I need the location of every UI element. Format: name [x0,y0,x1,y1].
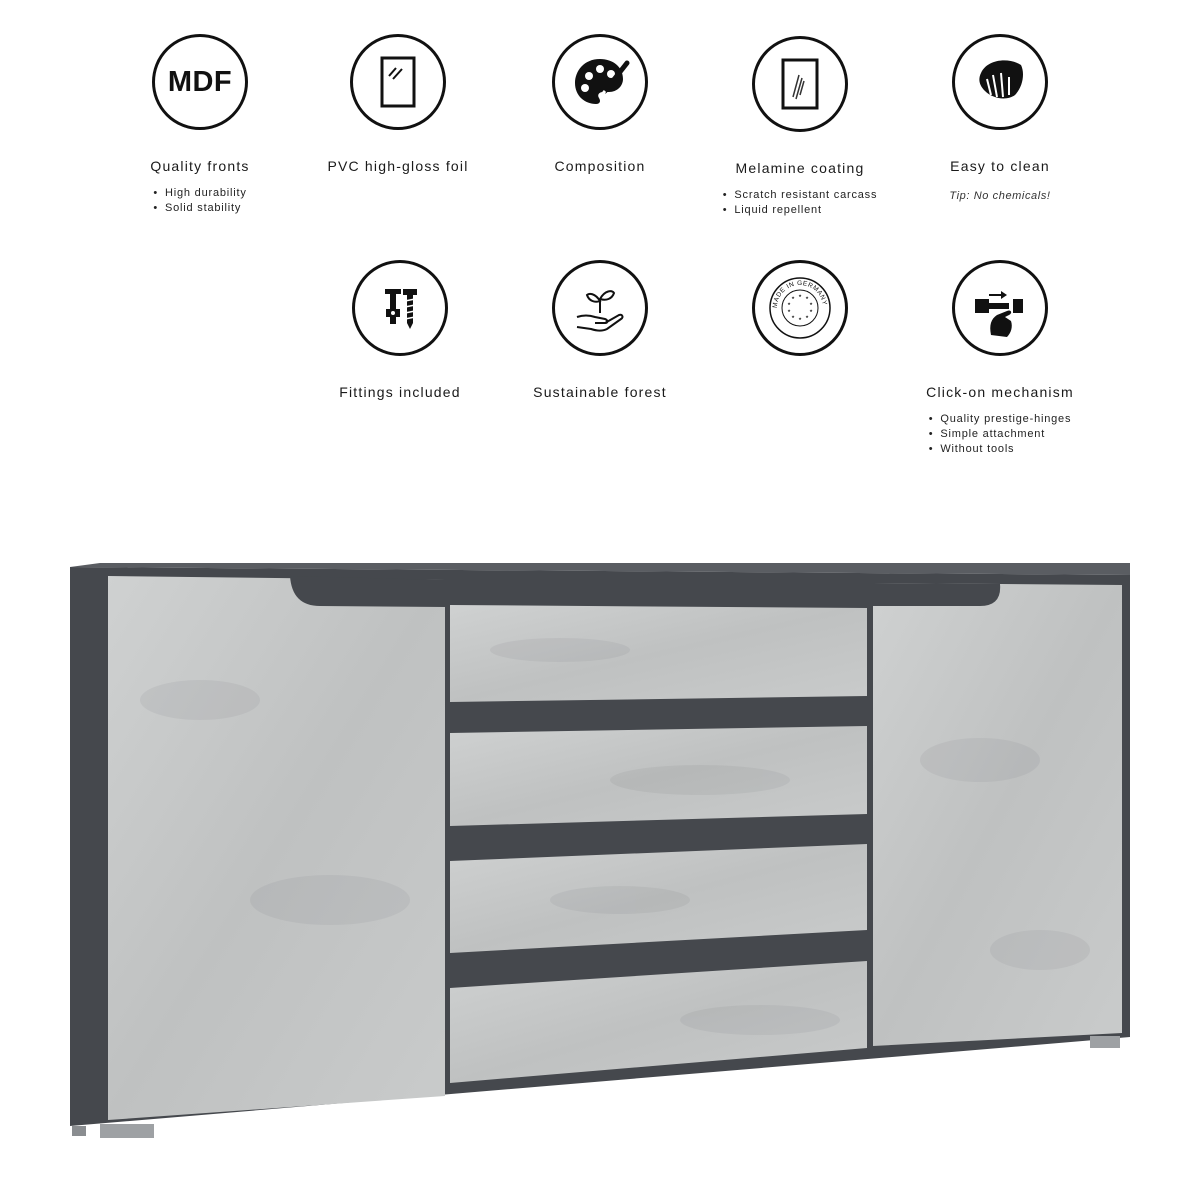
feature-sustainable-forest [500,260,700,400]
scratch-panel-icon [752,36,848,132]
feature-made-in-germany [700,260,900,356]
right-door [873,583,1122,1046]
bullet-item: • Liquid repellent [723,203,878,218]
feature-title: Sustainable forest [533,384,667,400]
feature-bullets [153,186,246,216]
svg-text:★: ★ [809,301,813,306]
feature-pvc-foil [298,34,498,174]
right-door-handle-groove [873,583,1000,606]
feature-bullets [723,188,878,218]
glossy-panel-icon [350,34,446,130]
feature-title: Composition [554,158,646,174]
feature-title: PVC high-gloss foil [327,158,469,174]
sideboard-image [0,540,1200,1160]
bullet-item: • Solid stability [153,201,246,216]
bullet-item: • Without tools [929,442,1072,457]
made-in-germany-seal-icon [752,260,848,356]
svg-text:★: ★ [798,316,802,321]
svg-text:★: ★ [787,301,791,306]
bullet-item: • Quality prestige-hinges [929,412,1072,427]
feature-title: Quality fronts [150,158,250,174]
bullet-item: • Simple attachment [929,427,1072,442]
mdf-badge-text: MDF [167,65,233,98]
svg-text:★: ★ [805,314,809,319]
plant-hand-icon [552,260,648,356]
foot [1090,1036,1120,1048]
feature-title: Melamine coating [735,160,865,176]
click-on-hinge-icon [952,260,1048,356]
left-door [108,576,445,1120]
svg-text:★: ★ [787,308,791,313]
feature-tip: Tip: No chemicals! [949,190,1051,202]
foot [100,1124,154,1138]
svg-text:★: ★ [798,293,802,298]
left-door-handle-groove [290,576,445,607]
hinge-screw-icon [352,260,448,356]
svg-text:★: ★ [791,295,795,300]
bullet-item: • Scratch resistant carcass [723,188,878,203]
feature-melamine [700,36,900,218]
feature-easy-clean [900,34,1100,202]
feature-bullets [929,412,1072,457]
svg-text:★: ★ [805,295,809,300]
feature-title: Click-on mechanism [926,384,1074,400]
bullet-item: • High durability [153,186,246,201]
feature-fittings [300,260,500,400]
feature-click-on [900,260,1100,457]
feature-title: Fittings included [339,384,461,400]
svg-text:★: ★ [791,314,795,319]
seal-text: MADE IN GERMANY [771,279,828,309]
feature-quality-fronts [100,34,300,216]
paint-palette-icon [552,34,648,130]
mdf-icon [152,34,248,130]
wiping-hand-icon [952,34,1048,130]
foot [72,1126,86,1136]
svg-text:★: ★ [809,308,813,313]
feature-composition [500,34,700,174]
feature-title: Easy to clean [950,158,1050,174]
